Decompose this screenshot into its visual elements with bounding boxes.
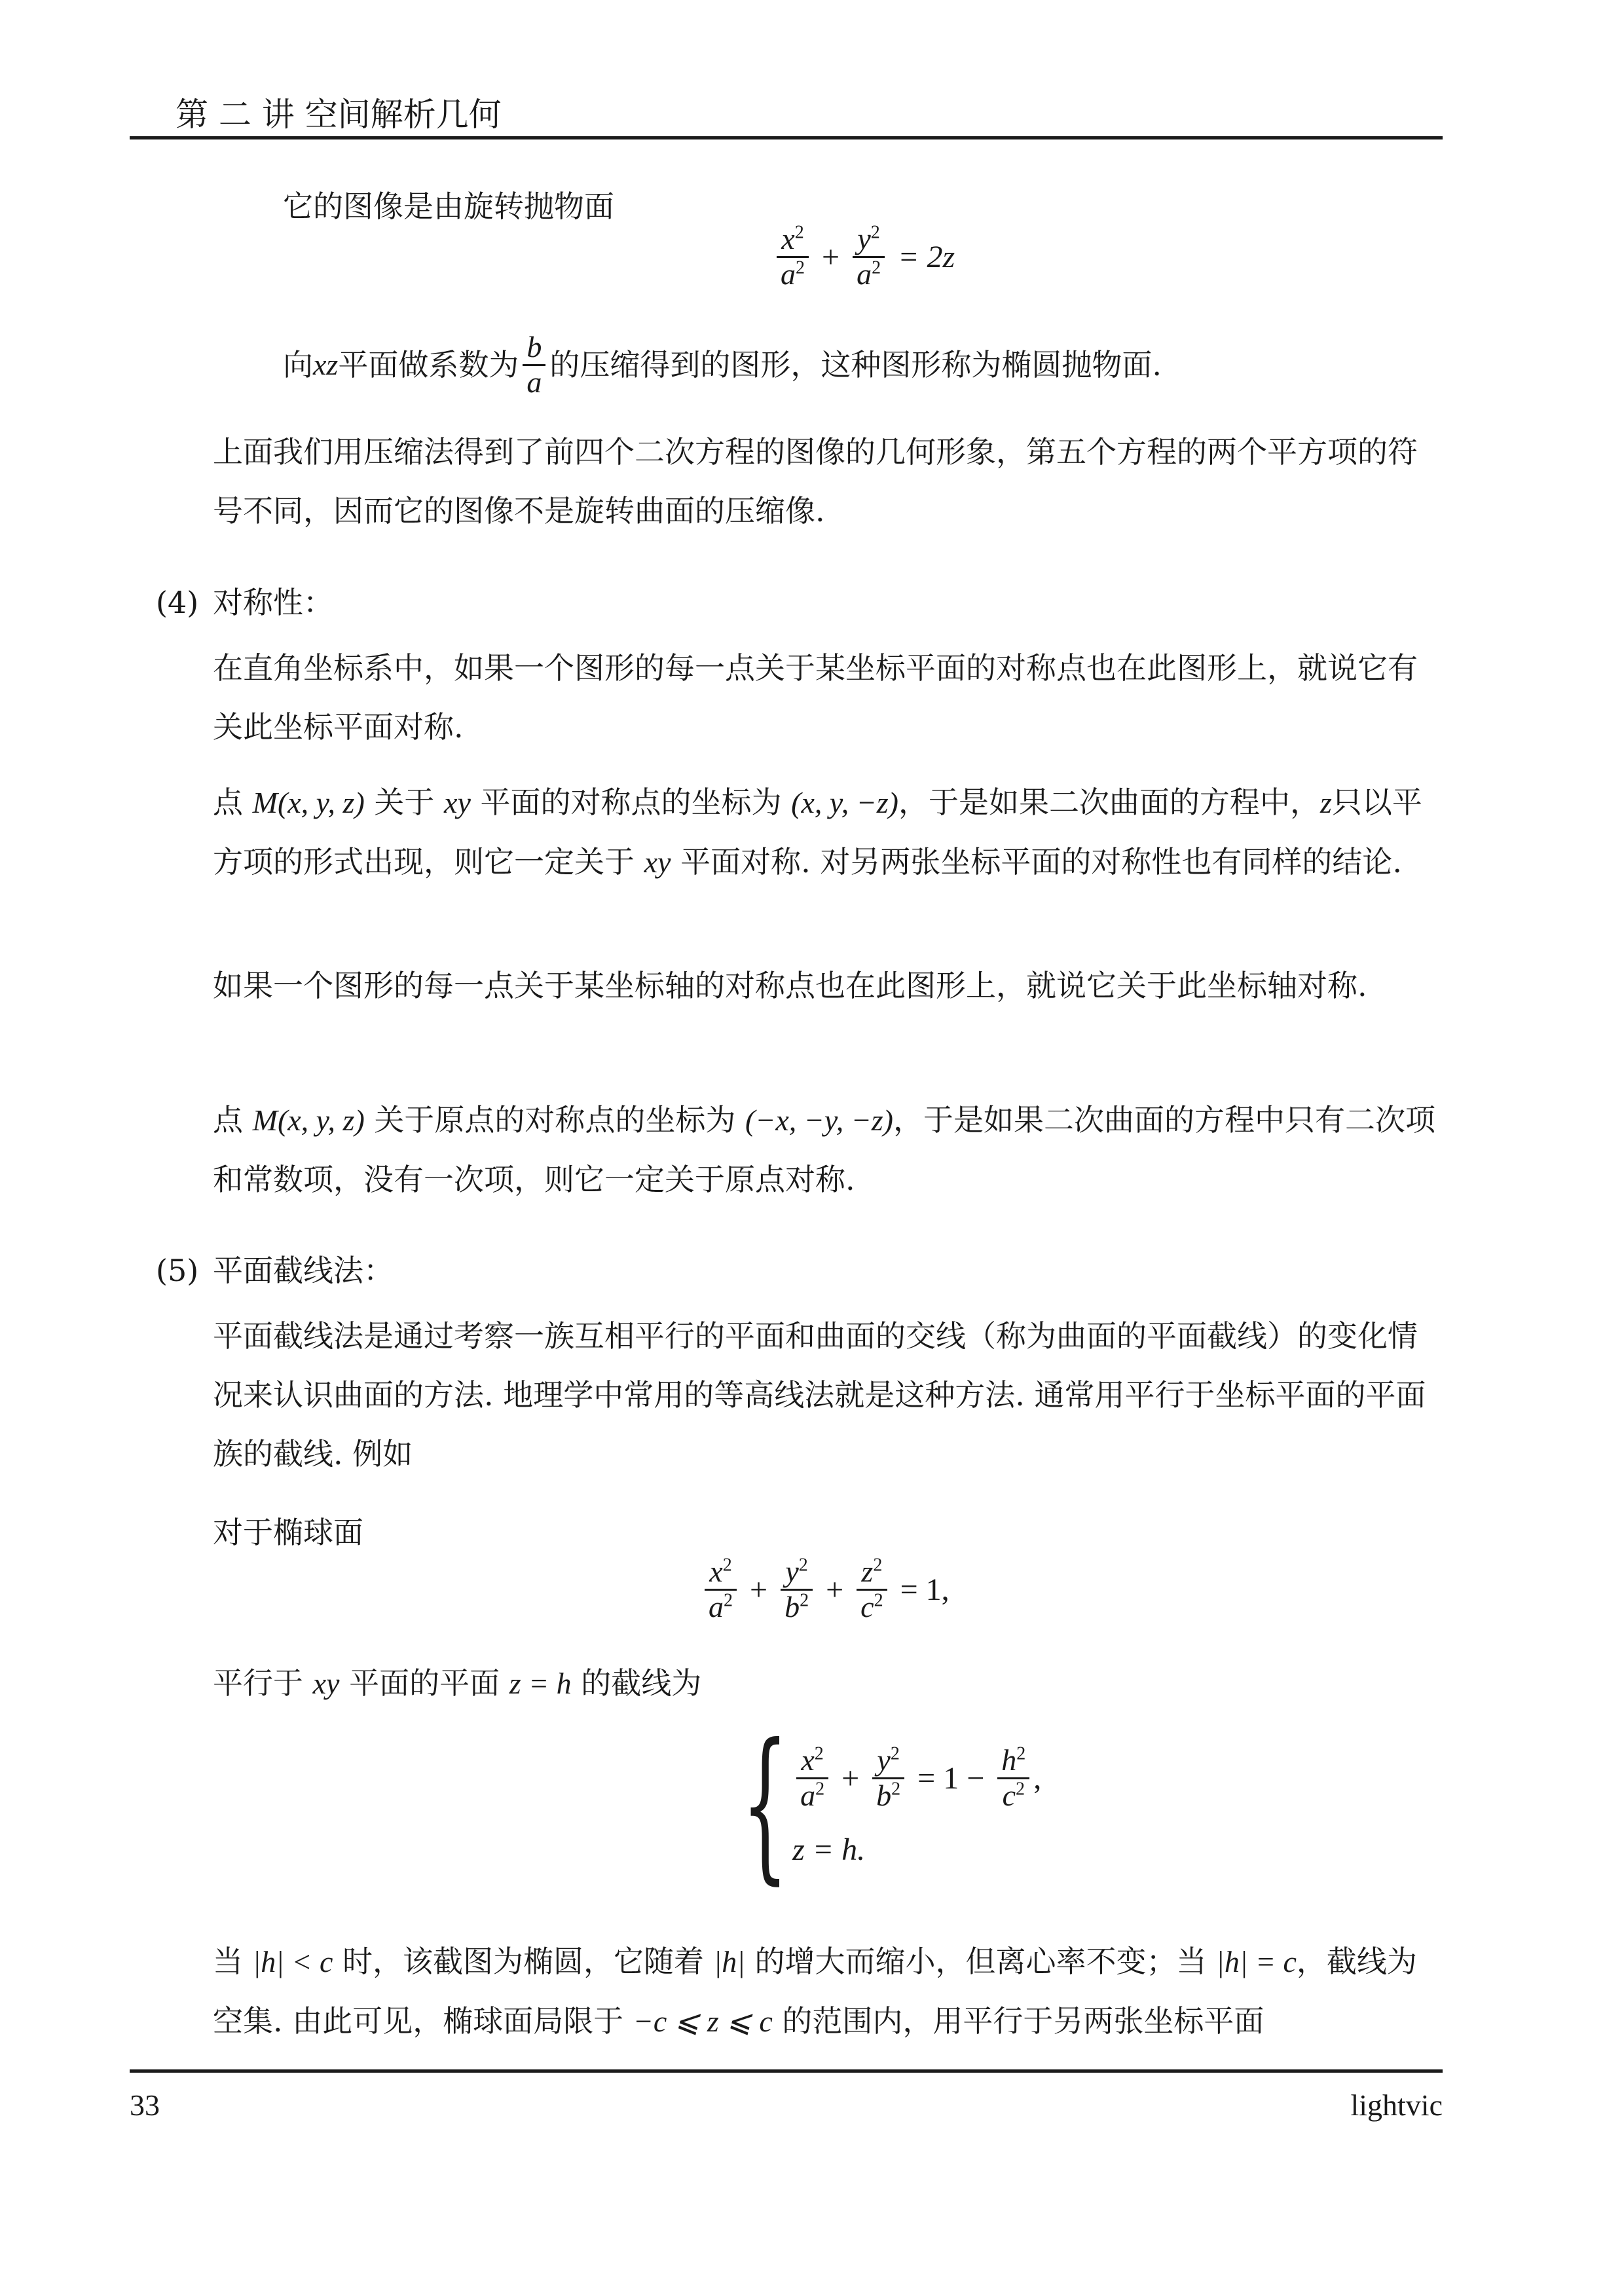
page-number: 33 — [130, 2088, 160, 2122]
paragraph: 如果一个图形的每一点关于某坐标轴的对称点也在此图形上，就说它关于此坐标轴对称. — [213, 968, 1367, 1003]
equation-paraboloid: $\frac{x^2}{a^2}$ + $\frac{y^2}{a^2}$ = 2z — [773, 223, 964, 291]
paragraph-ellipse-cases: 当 |h| < c 时，该截图为椭圆，它随着 |h| 的增大而缩小，但离心率不变；当 |h| = c，截线为空集. 由此可见，椭球面局限于 −c ⩽ z ⩽ c 的范围内，用平行于另两张坐标平面 — [213, 1944, 1417, 2039]
paragraph: 平面截线法是通过考察一族互相平行的平面和曲面的交线（称为曲面的平面截线）的变化情况来认识曲面的方法. 地理学中常用的等高线法就是这种方法. 通常用平行于坐标平面的平面族的截线. 例如 — [213, 1318, 1426, 1472]
running-header: 第 二 讲 空间解析几何 — [175, 96, 502, 134]
paragraph-symmetry-plane: 点 M(x, y, z) 关于 xy 平面的对称点的坐标为 (x, y, −z)，于是如果二次曲面的方程中，z只以平方项的形式出现，则它一定关于 xy 平面对称. 对另两张坐标平面的对称性也有同样的结论. — [213, 785, 1422, 880]
footer-rule — [130, 2069, 1443, 2073]
left-brace: { — [741, 1709, 789, 1899]
item-title: 平面截线法： — [213, 1253, 394, 1288]
paragraph-section-line: 平行于 xy 平面的平面 z = h 的截线为 — [213, 1665, 702, 1701]
header-rule — [130, 136, 1443, 139]
item-number: (5) — [156, 1253, 199, 1288]
paragraph: 在直角坐标系中，如果一个图形的每一点关于某坐标平面的对称点也在此图形上，就说它有关此坐标平面对称. — [213, 650, 1418, 745]
equation-system: { $\frac{x^2}{a^2}$ + $\frac{y^2}{b^2}$ = 1 − $\frac{h^2}{c^2}$ , z = h. — [741, 1709, 1042, 1899]
paragraph: 上面我们用压缩法得到了前四个二次方程的图像的几何形象，第五个方程的两个平方项的符号不同，因而它的图像不是旋转曲面的压缩像. — [213, 434, 1418, 528]
item-title: 对称性： — [213, 585, 333, 620]
paragraph-symmetry-origin: 点 M(x, y, z) 关于原点的对称点的坐标为 (−x, −y, −z)，于是如果二次曲面的方程中只有二次项和常数项，没有一次项，则它一定关于原点对称. — [213, 1102, 1435, 1197]
paragraph: 对于椭球面 — [213, 1515, 363, 1550]
paragraph: 它的图像是由旋转抛物面 — [283, 189, 614, 224]
paragraph-compression: 向 xz 平面做系数为 $\frac{b}{a}$ 的压缩得到的图形，这种图形称为椭圆抛物面. — [283, 330, 1162, 399]
author-name: lightvic — [1350, 2088, 1443, 2122]
equation-ellipsoid: $\frac{x^2}{a^2}$ + $\frac{y^2}{b^2}$ + $\frac{z^2}{c^2}$ = 1, — [701, 1555, 959, 1623]
item-number: (4) — [156, 585, 199, 620]
